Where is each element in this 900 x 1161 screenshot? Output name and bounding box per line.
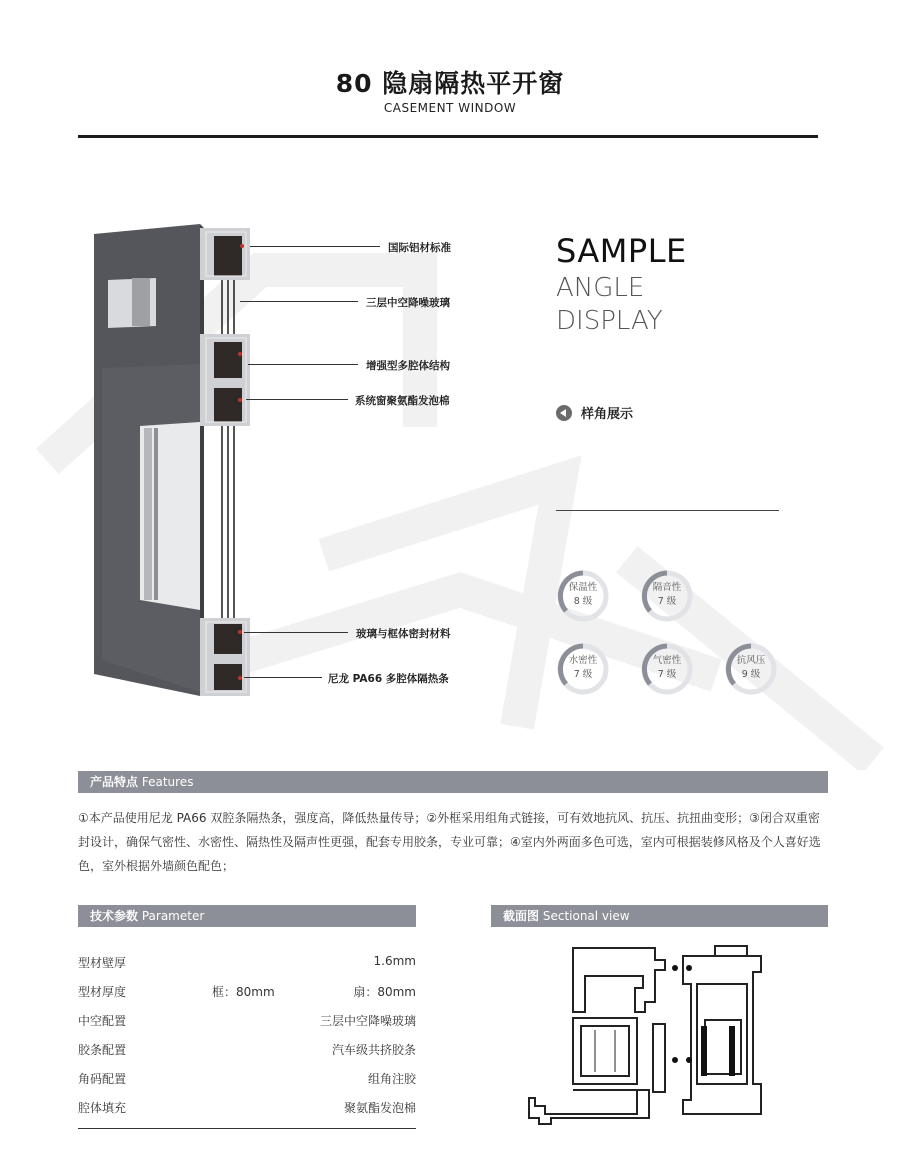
parameter-row bbox=[78, 1041, 416, 1069]
parameter-name: 型材厚度 bbox=[78, 985, 127, 999]
page-subtitle: CASEMENT WINDOW bbox=[383, 101, 517, 115]
parameter-name: 胶条配置 bbox=[78, 1043, 127, 1057]
angle-display-label: 样角展示 bbox=[556, 403, 633, 422]
parameter-name: 腔体填充 bbox=[78, 1101, 127, 1115]
window-sample-illustration bbox=[92, 222, 254, 700]
callout-line bbox=[240, 301, 358, 302]
parameter-value: 组角注胶 bbox=[367, 1072, 416, 1086]
sectional-view-drawing bbox=[515, 942, 775, 1128]
callout-seal-material: 玻璃与框体密封材料 bbox=[356, 628, 451, 640]
badge-grade: 9 级 bbox=[741, 669, 761, 680]
callout-line bbox=[244, 632, 348, 633]
performance-badge bbox=[640, 569, 694, 623]
features-text: ①本产品使用尼龙 PA66 双腔条隔热条，强度高，降低热量传导；②外框采用组角式链接，可有效地抗风、抗压、抗扭曲变形；③闭合双重密封设计，确保气密性、水密性、隔热性及隔声性更强，配套专用胶条，专业可靠；④室内外两面多色可选，室内可根据装修风格及个人喜好选色，室外根据外墙颜色配色； bbox=[78, 811, 821, 873]
parameter-row bbox=[78, 983, 416, 1011]
performance-badge bbox=[556, 642, 610, 696]
callout-line bbox=[246, 399, 348, 400]
badge-label: 气密性 bbox=[652, 655, 682, 666]
callout-triple-glass: 三层中空降噪玻璃 bbox=[366, 297, 450, 309]
performance-badge bbox=[724, 642, 778, 696]
parameter-bottom-rule bbox=[78, 1128, 416, 1129]
play-icon bbox=[556, 405, 572, 421]
parameter-name: 型材壁厚 bbox=[78, 956, 127, 970]
parameter-row bbox=[78, 1099, 416, 1127]
parameter-name: 中空配置 bbox=[78, 1014, 127, 1028]
sample-heading: SAMPLE bbox=[556, 232, 687, 270]
features-header: 产品特点 Features bbox=[78, 771, 828, 793]
callout-multi-cavity: 增强型多腔体结构 bbox=[366, 360, 450, 372]
badge-label: 抗风压 bbox=[736, 655, 766, 666]
performance-badge bbox=[556, 569, 610, 623]
badge-grade: 7 级 bbox=[657, 596, 677, 607]
badge-label: 隔音性 bbox=[652, 582, 682, 593]
header-divider bbox=[78, 135, 818, 138]
parameter-row bbox=[78, 1012, 416, 1040]
callout-thermal-strip: 尼龙 PA66 多腔体隔热条 bbox=[328, 673, 449, 685]
parameter-value: 1.6mm bbox=[373, 954, 416, 968]
callout-foam: 系统窗聚氨酯发泡棉 bbox=[355, 395, 450, 407]
section-view-header: 截面图 Sectional view bbox=[491, 905, 828, 927]
section-divider bbox=[556, 510, 779, 511]
sample-heading-display: DISPLAY bbox=[556, 306, 663, 336]
callout-line bbox=[248, 364, 358, 365]
badge-grade: 8 级 bbox=[573, 596, 593, 607]
callout-aluminum-standard: 国际铝材标准 bbox=[388, 242, 451, 254]
performance-badge bbox=[640, 642, 694, 696]
parameter-value: 扇：80mm bbox=[353, 985, 416, 999]
badge-grade: 7 级 bbox=[657, 669, 677, 680]
parameter-row bbox=[78, 954, 416, 982]
parameter-header: 技术参数 Parameter bbox=[78, 905, 416, 927]
parameter-mid: 框：80mm bbox=[212, 985, 275, 999]
badge-grade: 7 级 bbox=[573, 669, 593, 680]
page-title: 80 隐扇隔热平开窗 bbox=[335, 69, 565, 98]
badge-label: 水密性 bbox=[568, 655, 598, 666]
callout-line bbox=[244, 677, 322, 678]
parameter-value: 汽车级共挤胶条 bbox=[331, 1043, 416, 1057]
parameter-value: 三层中空降噪玻璃 bbox=[319, 1014, 416, 1028]
parameter-row bbox=[78, 1070, 416, 1098]
parameter-value: 聚氨酯发泡棉 bbox=[343, 1101, 416, 1115]
badge-label: 保温性 bbox=[568, 582, 598, 593]
callout-line bbox=[250, 246, 380, 247]
sample-heading-angle: ANGLE bbox=[556, 273, 645, 303]
parameter-name: 角码配置 bbox=[78, 1072, 127, 1086]
